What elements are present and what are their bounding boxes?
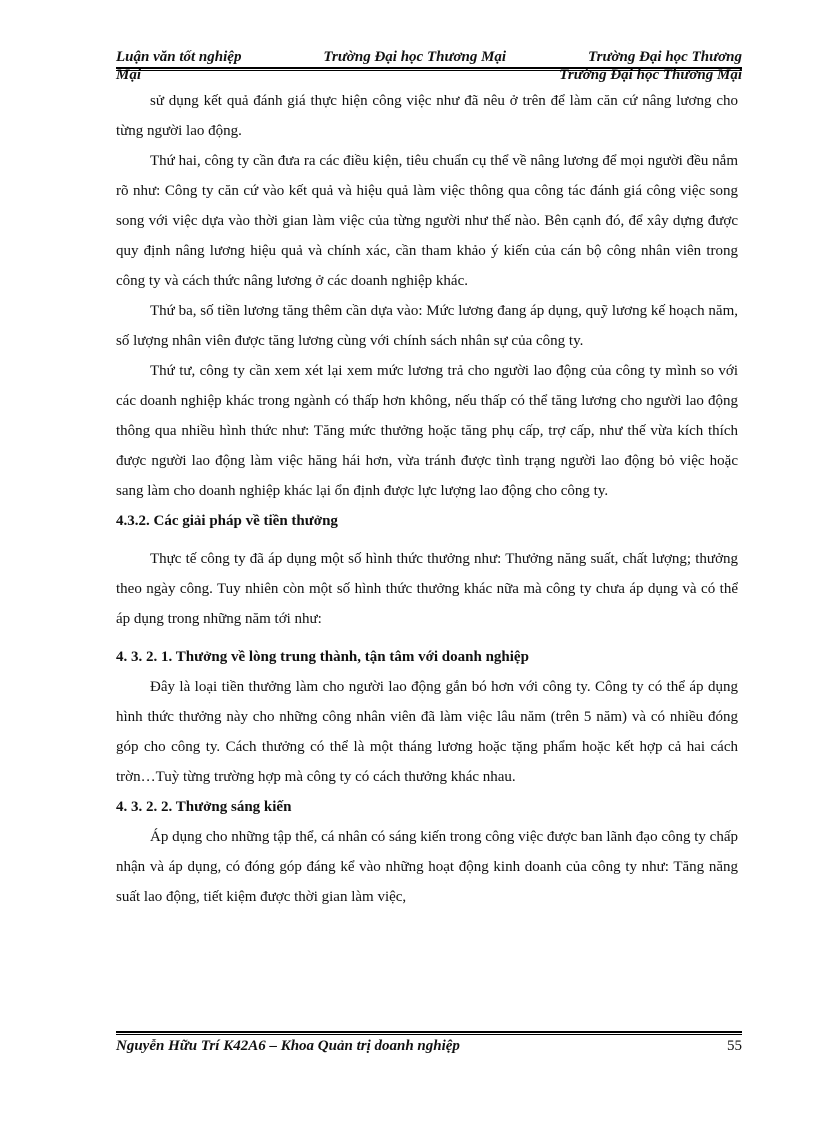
header-rule-thin (116, 70, 742, 71)
footer-author: Nguyễn Hữu Trí K42A6 – Khoa Quản trị doanh nghiệp (116, 1038, 460, 1054)
paragraph-6: Đây là loại tiền thưởng làm cho người lao động gắn bó hơn với công ty. Công ty có thể áp dụng hình thức thưởng này cho những công nhân viên đã làm việc lâu năm (trên 5 năm) và có nhiều đóng góp cho công ty. Cách thưởng có thể là một tháng lương hoặc tặng phẩm hoặc kết hợp cả hai cách trờn…Tuỳ từng trường hợp mà công ty có cách thưởng khác nhau. (116, 679, 738, 785)
footer-rule (116, 1031, 742, 1033)
paragraph-4: Thứ tư, công ty cần xem xét lại xem mức lương trả cho người lao động của công ty mình so với các doanh nghiệp khác trong ngành có thấp hơn không, nếu thấp có thể tăng lương cho người lao động thông qua nhiều hình thức như: Tăng mức thưởng hoặc tăng phụ cấp, trợ cấp, như thế vừa kích thích được người lao động làm việc hăng hái hơn, vừa tránh được tình trạng người lao động bỏ việc hoặc sang làm cho doanh nghiệp khác lại ổn định được lực lượng lao động cho công ty. (116, 363, 738, 499)
header-wrap-text: Mại (116, 67, 142, 83)
subsection-heading-4-3-2-2: 4. 3. 2. 2. Thưởng sáng kiến (116, 799, 292, 815)
header-rule (116, 67, 742, 69)
page-footer (116, 1038, 742, 1055)
header-school-name: Trường Đại học Thương Mại (323, 49, 507, 65)
page-header (116, 48, 742, 84)
page-number: 55 (727, 1038, 742, 1054)
paragraph-1: sử dụng kết quả đánh giá thực hiện công việc như đã nêu ở trên để làm căn cứ nâng lương cho từng người lao động. (116, 93, 738, 139)
header-school-name-repeat: Trường Đại học Thương (588, 49, 742, 65)
header-thesis-label: Luận văn tốt nghiệp (116, 49, 242, 65)
page-body (116, 86, 738, 912)
paragraph-7: Áp dụng cho những tập thể, cá nhân có sáng kiến trong công việc được ban lãnh đạo công ty chấp nhận và áp dụng, có đóng góp đáng kể vào những hoạt động kinh doanh của công ty như: Tăng năng suất lao động, tiết kiệm được thời gian làm việc, (116, 829, 738, 905)
subsection-heading-4-3-2-1: 4. 3. 2. 1. Thưởng về lòng trung thành, tận tâm với doanh nghiệp (116, 649, 529, 665)
paragraph-2: Thứ hai, công ty cần đưa ra các điều kiện, tiêu chuẩn cụ thể về nâng lương để mọi người đều nắm rõ như: Công ty căn cứ vào kết quả và hiệu quả làm việc thông qua công tác đánh giá công việc song song với việc dựa vào thời gian làm việc của từng người như thế nào. Bên cạnh đó, để xây dựng được quy định nâng lương hiệu quả và chính xác, cần tham khảo ý kiến của cán bộ công nhân viên trong công ty và cách thức nâng lương ở các doanh nghiệp khác. (116, 153, 738, 289)
footer-rule-thin (116, 1034, 742, 1035)
section-heading-4-3-2: 4.3.2. Các giải pháp về tiền thưởng (116, 513, 338, 529)
paragraph-3: Thứ ba, số tiền lương tăng thêm cần dựa vào: Mức lương đang áp dụng, quỹ lương kế hoạch năm, số lượng nhân viên được tăng lương cùng với chính sách nhân sự của công ty. (116, 303, 738, 349)
header-school-name-right: Trường Đại học Thương Mại (559, 67, 742, 83)
header-line-1 (116, 48, 742, 66)
paragraph-5: Thực tế công ty đã áp dụng một số hình thức thưởng như: Thưởng năng suất, chất lượng; thưởng theo ngày công. Tuy nhiên còn một số hình thức thưởng khác nữa mà công ty chưa áp dụng và có thể áp dụng trong những năm tới như: (116, 551, 738, 627)
